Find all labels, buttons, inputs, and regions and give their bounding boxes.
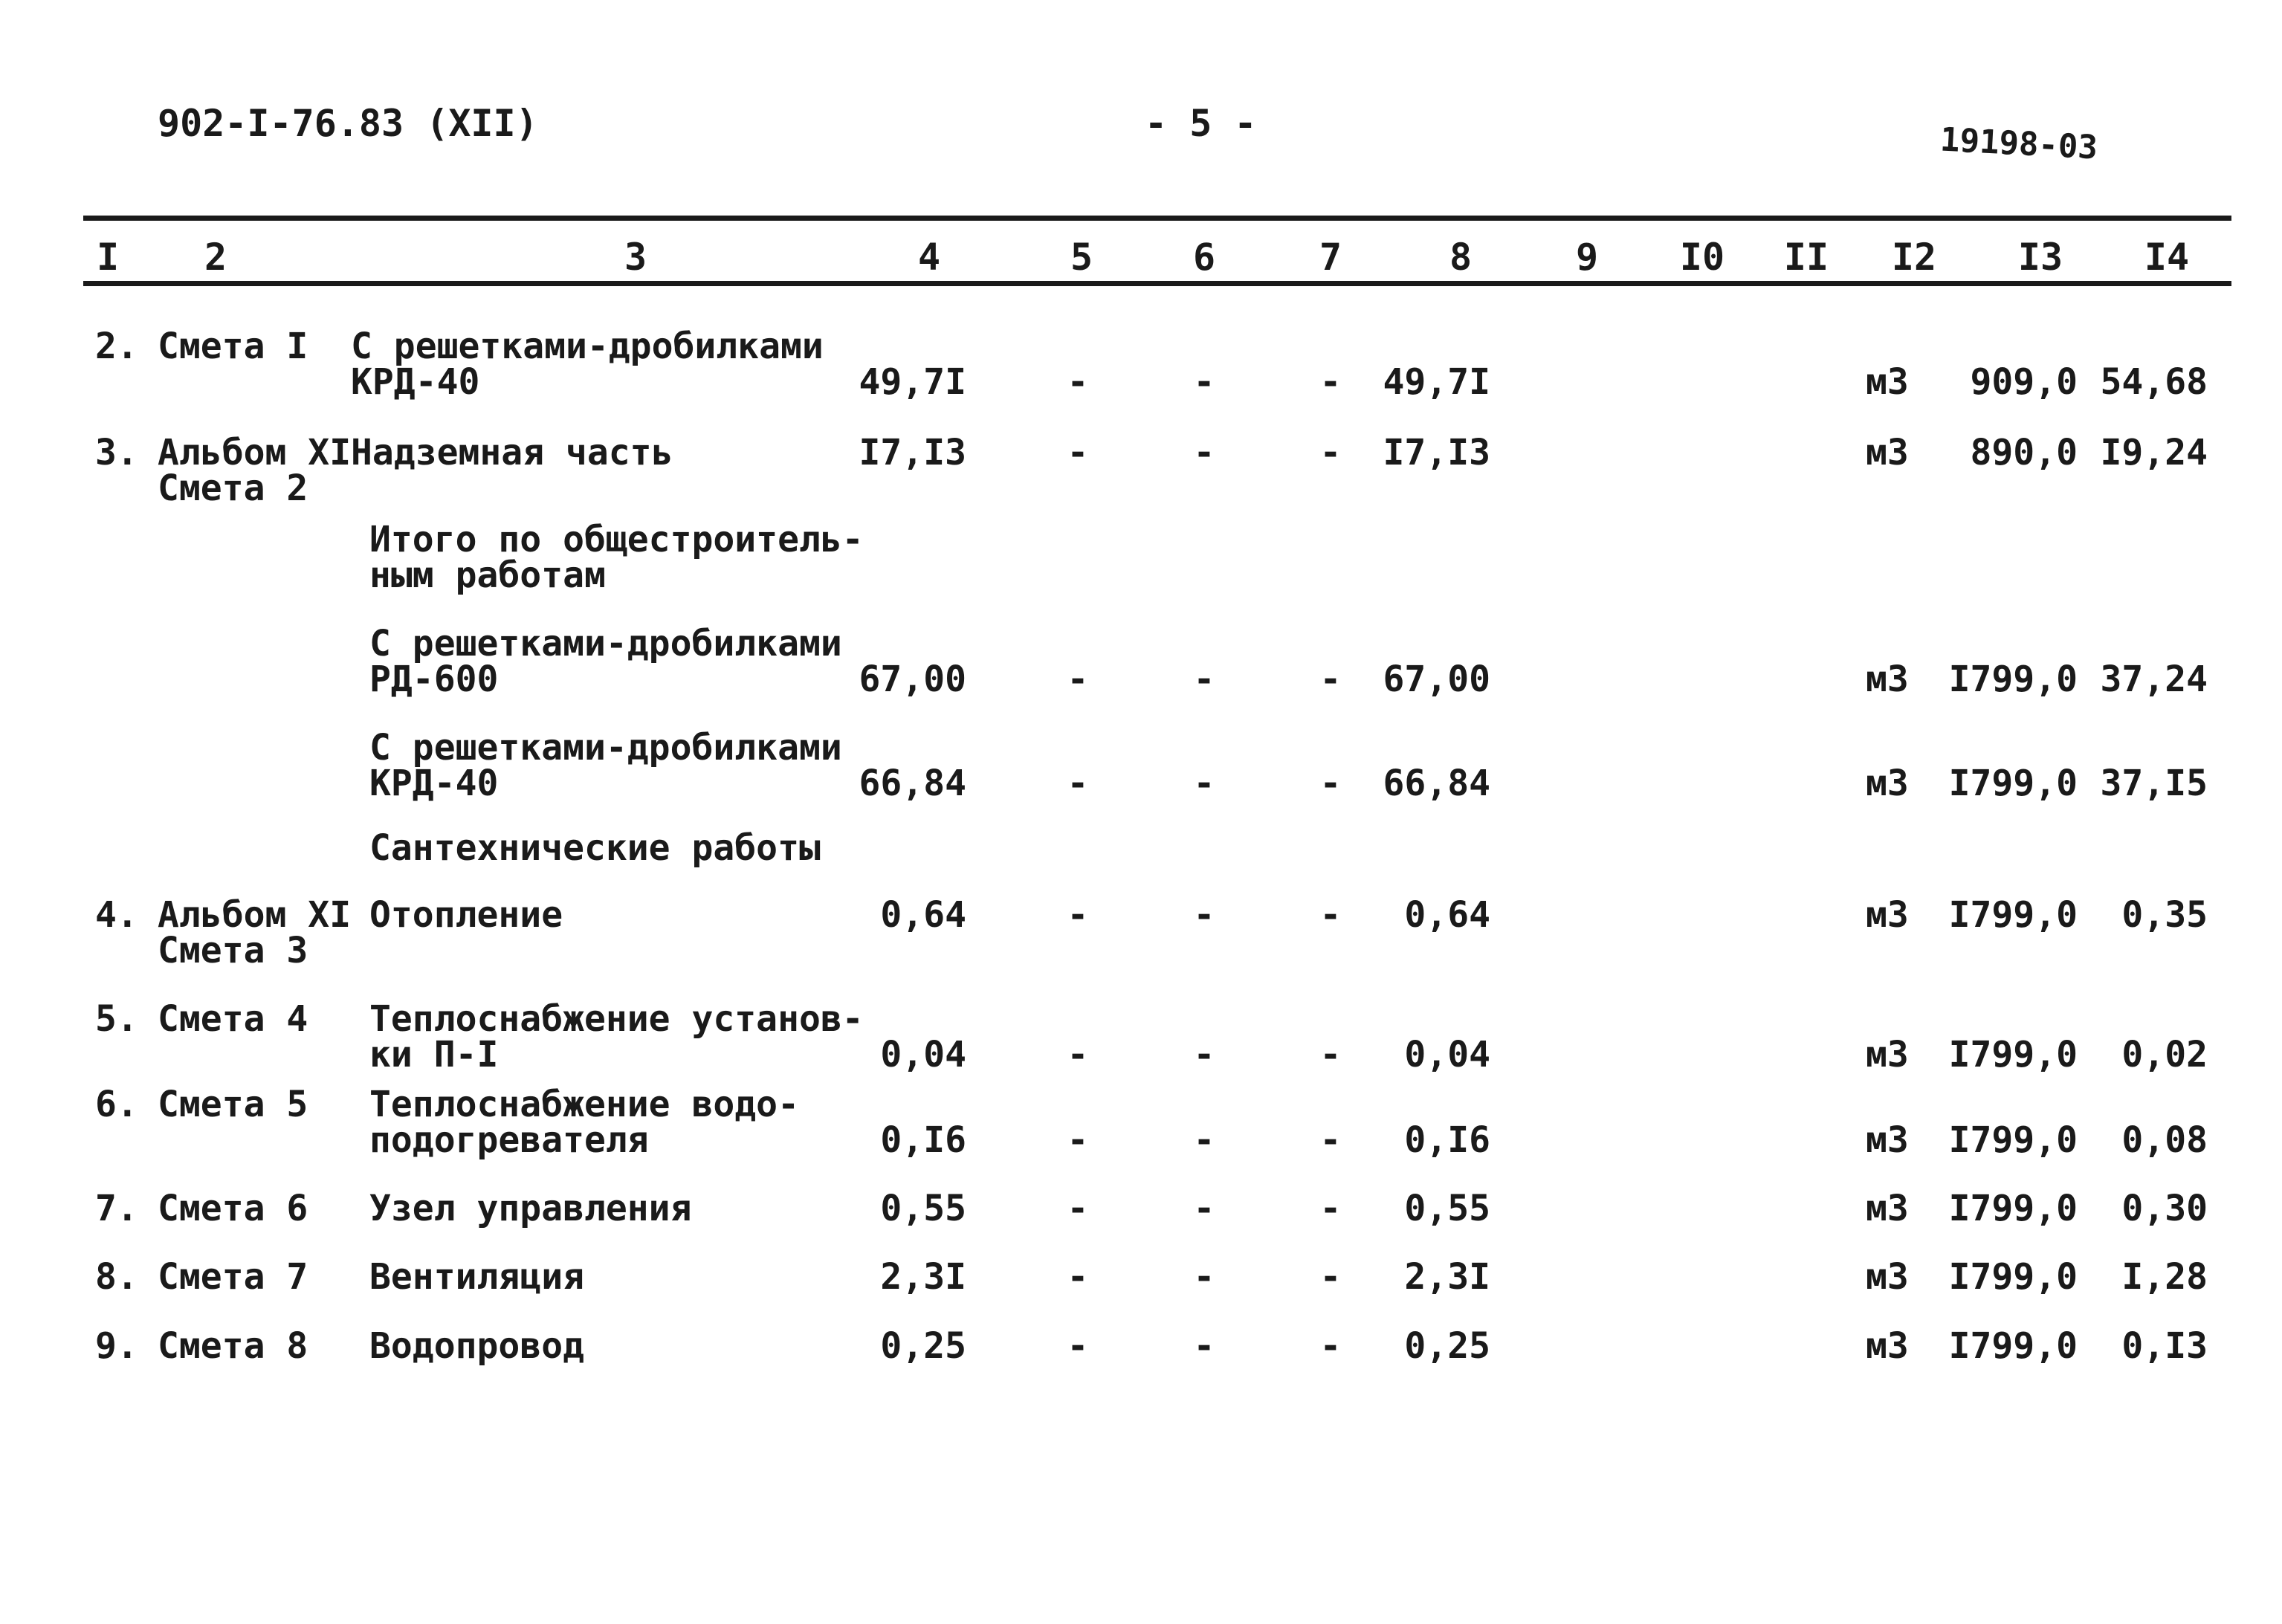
work-description: Сантехнические работы	[369, 827, 821, 869]
col5-dash: -	[1067, 1256, 1089, 1298]
col8-value: 2,3I	[1404, 1256, 1490, 1298]
col14-value: I9,24	[2100, 432, 2208, 473]
col7-dash: -	[1319, 894, 1342, 936]
col13-value: I799,0	[1948, 1325, 2078, 1367]
work-description: Теплоснабжение установ-	[369, 998, 864, 1040]
col6-dash: -	[1193, 763, 1215, 804]
col7-dash: -	[1319, 1256, 1342, 1298]
col14-value: I,28	[2121, 1256, 2208, 1298]
work-description: Надземная часть	[351, 432, 673, 473]
col8-value: 66,84	[1383, 763, 1490, 804]
col13-value: I799,0	[1948, 1188, 2078, 1229]
col14-value: 0,I3	[2121, 1325, 2208, 1367]
document-code: 902-I-76.83 (XII)	[158, 102, 538, 145]
row-number: 6.	[95, 1084, 138, 1125]
col7-dash: -	[1319, 763, 1342, 804]
col7-dash: -	[1319, 361, 1342, 403]
work-description-line2: КРД-40	[351, 361, 480, 403]
work-description: Узел управления	[369, 1188, 692, 1229]
col8-value: 0,64	[1404, 894, 1490, 936]
column-header-2: 2	[204, 236, 227, 279]
col14-value: 0,08	[2121, 1119, 2208, 1161]
col7-dash: -	[1319, 659, 1342, 700]
column-header-13: I3	[2017, 236, 2063, 279]
unit-label: м3	[1866, 361, 1909, 403]
col7-dash: -	[1319, 1034, 1342, 1075]
work-description-line2: РД-600	[369, 659, 499, 700]
col6-dash: -	[1193, 894, 1215, 936]
col5-dash: -	[1067, 894, 1089, 936]
col8-value: 0,25	[1404, 1325, 1490, 1367]
col14-value: 54,68	[2100, 361, 2208, 403]
row-number: 2.	[95, 326, 138, 367]
col6-dash: -	[1193, 1325, 1215, 1367]
work-description: Водопровод	[369, 1325, 584, 1367]
column-header-8: 8	[1449, 236, 1473, 279]
unit-label: м3	[1866, 432, 1909, 473]
unit-label: м3	[1866, 1119, 1909, 1161]
col4-value: 67,00	[859, 659, 966, 700]
row-number: 3.	[95, 432, 138, 473]
col5-dash: -	[1067, 1034, 1089, 1075]
col6-dash: -	[1193, 1034, 1215, 1075]
unit-label: м3	[1866, 659, 1909, 700]
col5-dash: -	[1067, 1325, 1089, 1367]
work-description: Отопление	[369, 894, 563, 936]
column-header-11: II	[1783, 236, 1829, 279]
col5-dash: -	[1067, 361, 1089, 403]
row-number: 4.	[95, 894, 138, 936]
column-header-5: 5	[1070, 236, 1093, 279]
col6-dash: -	[1193, 659, 1215, 700]
estimate-reference: Смета I	[158, 326, 308, 367]
col8-value: 67,00	[1383, 659, 1490, 700]
col4-value: 2,3I	[880, 1256, 966, 1298]
col6-dash: -	[1193, 1119, 1215, 1161]
estimate-reference: Смета 5	[158, 1084, 308, 1125]
col14-value: 37,24	[2100, 659, 2208, 700]
work-description: С решетками-дробилками	[369, 623, 842, 664]
col7-dash: -	[1319, 1119, 1342, 1161]
unit-label: м3	[1866, 1034, 1909, 1075]
unit-label: м3	[1866, 763, 1909, 804]
work-description: С решетками-дробилками	[351, 326, 824, 367]
estimate-reference: Альбом XI	[158, 894, 352, 936]
column-header-6: 6	[1192, 236, 1216, 279]
col4-value: 49,7I	[859, 361, 966, 403]
col8-value: 0,I6	[1404, 1119, 1490, 1161]
column-header-4: 4	[917, 236, 941, 279]
col6-dash: -	[1193, 361, 1215, 403]
col13-value: I799,0	[1948, 1256, 2078, 1298]
work-description: Теплоснабжение водо-	[369, 1084, 799, 1125]
col13-value: I799,0	[1948, 763, 2078, 804]
col4-value: 0,55	[880, 1188, 966, 1229]
col8-value: 0,55	[1404, 1188, 1490, 1229]
estimate-reference-line2: Смета 2	[158, 468, 308, 509]
estimate-reference: Смета 8	[158, 1325, 308, 1367]
col5-dash: -	[1067, 432, 1089, 473]
col4-value: 66,84	[859, 763, 966, 804]
col6-dash: -	[1193, 432, 1215, 473]
archive-stamp: 19198-03	[1939, 120, 2099, 167]
col6-dash: -	[1193, 1256, 1215, 1298]
col14-value: 0,30	[2121, 1188, 2208, 1229]
work-description-line2: подогревателя	[369, 1119, 649, 1161]
unit-label: м3	[1866, 1325, 1909, 1367]
column-header-14: I4	[2144, 236, 2190, 279]
unit-label: м3	[1866, 894, 1909, 936]
col14-value: 0,35	[2121, 894, 2208, 936]
col8-value: I7,I3	[1383, 432, 1490, 473]
col13-value: I799,0	[1948, 1119, 2078, 1161]
estimate-reference: Смета 4	[158, 998, 308, 1040]
unit-label: м3	[1866, 1256, 1909, 1298]
col13-value: 890,0	[1970, 432, 2078, 473]
row-number: 5.	[95, 998, 138, 1040]
col5-dash: -	[1067, 1119, 1089, 1161]
work-description: С решетками-дробилками	[369, 727, 842, 769]
table-header-bottom-rule	[83, 281, 2231, 286]
estimate-reference: Смета 7	[158, 1256, 308, 1298]
estimate-reference: Альбом XI	[158, 432, 352, 473]
col4-value: 0,64	[880, 894, 966, 936]
col5-dash: -	[1067, 659, 1089, 700]
col8-value: 0,04	[1404, 1034, 1490, 1075]
column-header-1: I	[96, 236, 120, 279]
col7-dash: -	[1319, 432, 1342, 473]
col4-value: 0,04	[880, 1034, 966, 1075]
col13-value: 909,0	[1970, 361, 2078, 403]
col5-dash: -	[1067, 763, 1089, 804]
estimate-reference-line2: Смета 3	[158, 930, 308, 971]
col4-value: I7,I3	[859, 432, 966, 473]
col5-dash: -	[1067, 1188, 1089, 1229]
work-description-line2: ным работам	[369, 554, 606, 596]
col14-value: 0,02	[2121, 1034, 2208, 1075]
page-number: - 5 -	[1145, 102, 1257, 145]
work-description: Итого по общестроитель-	[369, 519, 864, 560]
col6-dash: -	[1193, 1188, 1215, 1229]
col13-value: I799,0	[1948, 659, 2078, 700]
col7-dash: -	[1319, 1188, 1342, 1229]
unit-label: м3	[1866, 1188, 1909, 1229]
col13-value: I799,0	[1948, 1034, 2078, 1075]
col4-value: 0,25	[880, 1325, 966, 1367]
row-number: 7.	[95, 1188, 138, 1229]
column-header-7: 7	[1319, 236, 1342, 279]
column-header-9: 9	[1575, 236, 1599, 279]
column-header-10: I0	[1679, 236, 1725, 279]
column-header-3: 3	[624, 236, 647, 279]
col4-value: 0,I6	[880, 1119, 966, 1161]
col7-dash: -	[1319, 1325, 1342, 1367]
column-header-12: I2	[1891, 236, 1937, 279]
col14-value: 37,I5	[2100, 763, 2208, 804]
row-number: 9.	[95, 1325, 138, 1367]
work-description: Вентиляция	[369, 1256, 584, 1298]
row-number: 8.	[95, 1256, 138, 1298]
col8-value: 49,7I	[1383, 361, 1490, 403]
work-description-line2: ки П-I	[369, 1034, 499, 1075]
table-top-rule	[83, 216, 2231, 221]
work-description-line2: КРД-40	[369, 763, 499, 804]
estimate-reference: Смета 6	[158, 1188, 308, 1229]
col13-value: I799,0	[1948, 894, 2078, 936]
